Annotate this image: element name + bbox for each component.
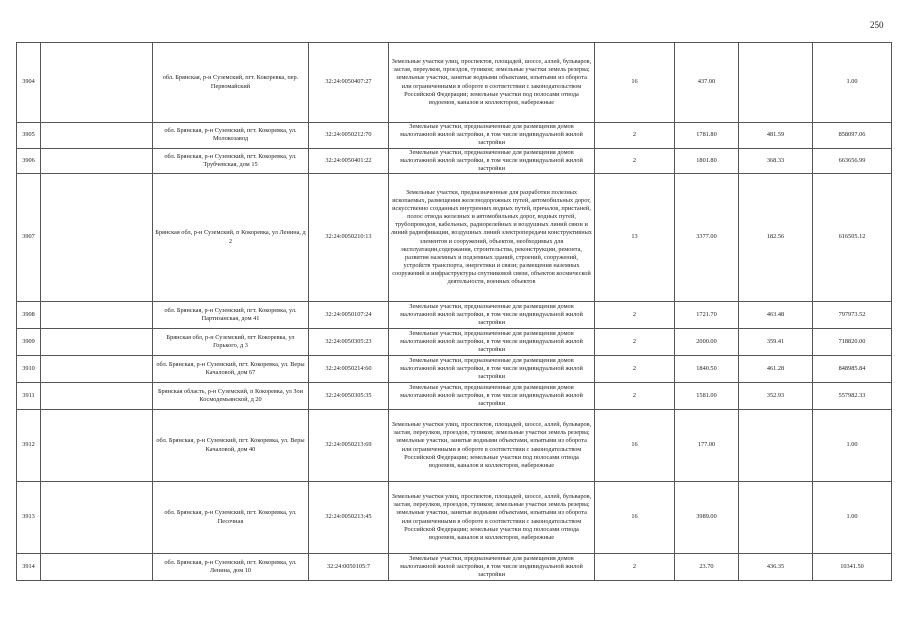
- address-cell: обл. Брянская, р-н Суземский, пгт. Кокоревка, ул. Веры Качаловой, дом 67: [153, 356, 309, 383]
- address-cell: обл. Брянская, р-н Суземский, пгт. Кокоревка, ул. Партизанская, дом 41: [153, 302, 309, 329]
- cadastral-value-cell: 797973.52: [813, 302, 892, 329]
- table-body: [17, 43, 892, 581]
- address-cell: обл. Брянская, р-н Суземский, пгт. Кокоревка, пер. Первомайский: [153, 43, 309, 123]
- cadastral-value-cell: 10341.50: [813, 554, 892, 581]
- cadastral-number-cell: 32:24:0050213:45: [309, 482, 389, 554]
- specific-value-cell: 359.41: [739, 329, 813, 356]
- spacer-cell: [41, 43, 153, 123]
- page-number: 250: [870, 20, 884, 30]
- cadastral-value-table: [16, 42, 892, 581]
- spacer-cell: [41, 174, 153, 302]
- spacer-cell: [41, 482, 153, 554]
- land-use-cell: Земельные участки, предназначенные для размещения домов малоэтажной жилой застройки, в том числе индивидуальной жилой застройки: [389, 554, 595, 581]
- specific-value-cell: 463.48: [739, 302, 813, 329]
- table-row: [17, 43, 892, 123]
- cadastral-value-cell: 1.00: [813, 482, 892, 554]
- address-cell: Брянская область, р-н Суземский, п Кокоревка, ул Зои Космодемьянской, д 20: [153, 383, 309, 410]
- specific-value-cell: 352.93: [739, 383, 813, 410]
- land-use-cell: Земельные участки улиц, проспектов, площадей, шоссе, аллей, бульваров, застав, переулков, проездов, тупиков; земельные участки земель резерва; земельные участки, занятые водными объектами, изъятыми из оборота или ограниченными в обороте в соответствии с законодательством Российской Федерации; земельные участки под полосами отвода водоемов, каналов и коллекторов, набережные: [389, 482, 595, 554]
- land-use-cell: Земельные участки, предназначенные для размещения домов малоэтажной жилой застройки, в том числе индивидуальной жилой застройки: [389, 356, 595, 383]
- row-number: 3909: [17, 329, 41, 356]
- spacer-cell: [41, 302, 153, 329]
- cadastral-value-cell: 616505.12: [813, 174, 892, 302]
- cadastral-value-cell: 1.00: [813, 410, 892, 482]
- specific-value-cell: 182.56: [739, 174, 813, 302]
- specific-value-cell: [739, 482, 813, 554]
- address-cell: Брянская обл, р-н Суземский, п Кокоревка, ул Ленина, д 2: [153, 174, 309, 302]
- area-cell: 1581.00: [675, 383, 739, 410]
- table-row: [17, 329, 892, 356]
- cadastral-number-cell: 32:24:0050214:60: [309, 356, 389, 383]
- table-row: [17, 174, 892, 302]
- row-number: 3910: [17, 356, 41, 383]
- row-number: 3905: [17, 123, 41, 149]
- land-use-cell: Земельные участки, предназначенные для размещения домов малоэтажной жилой застройки, в том числе индивидуальной жилой застройки: [389, 148, 595, 174]
- cadastral-number-cell: 32:24:0050210:13: [309, 174, 389, 302]
- cadastral-number-cell: 32:24:0050401:22: [309, 148, 389, 174]
- land-use-cell: Земельные участки, предназначенные для размещения домов малоэтажной жилой застройки, в том числе индивидуальной жилой застройки: [389, 123, 595, 149]
- table-row: [17, 302, 892, 329]
- spacer-cell: [41, 148, 153, 174]
- specific-value-cell: 481.59: [739, 123, 813, 149]
- cadastral-value-cell: 1.00: [813, 43, 892, 123]
- row-number: 3913: [17, 482, 41, 554]
- land-use-cell: Земельные участки улиц, проспектов, площадей, шоссе, аллей, бульваров, застав, переулков, проездов, тупиков; земельные участки земель резерва; земельные участки, занятые водными объектами, изъятыми из оборота или ограниченными в обороте в соответствии с законодательством Российской Федерации; земельные участки под полосами отвода водоемов, каналов и коллекторов, набережные: [389, 410, 595, 482]
- row-number: 3904: [17, 43, 41, 123]
- cadastral-value-cell: 848985.84: [813, 356, 892, 383]
- group-number-cell: 13: [595, 174, 675, 302]
- address-cell: обл. Брянская, р-н Суземский, пгт. Кокоревка, ул. Веры Качаловой, дом 40: [153, 410, 309, 482]
- group-number-cell: 2: [595, 383, 675, 410]
- land-use-cell: Земельные участки, предназначенные для размещения домов малоэтажной жилой застройки, в том числе индивидуальной жилой застройки: [389, 329, 595, 356]
- group-number-cell: 16: [595, 410, 675, 482]
- table-row: [17, 554, 892, 581]
- address-cell: обл. Брянская, р-н Суземский, пгт. Кокоревка, ул. Ленина, дом 10: [153, 554, 309, 581]
- cadastral-number-cell: 32:24:0050105:7: [309, 554, 389, 581]
- specific-value-cell: 436.35: [739, 554, 813, 581]
- area-cell: 3377.00: [675, 174, 739, 302]
- cadastral-value-cell: 663656.99: [813, 148, 892, 174]
- cadastral-number-cell: 32:24:0050107:24: [309, 302, 389, 329]
- table-row: [17, 482, 892, 554]
- group-number-cell: 2: [595, 302, 675, 329]
- row-number: 3906: [17, 148, 41, 174]
- cadastral-number-cell: 32:24:0050305:23: [309, 329, 389, 356]
- spacer-cell: [41, 383, 153, 410]
- land-use-cell: Земельные участки, предназначенные для размещения домов малоэтажной жилой застройки, в том числе индивидуальной жилой застройки: [389, 302, 595, 329]
- address-cell: обл. Брянская, р-н Суземский, пгт. Кокоревка, ул. Песочная: [153, 482, 309, 554]
- area-cell: 1840.50: [675, 356, 739, 383]
- area-cell: 1781.80: [675, 123, 739, 149]
- group-number-cell: 2: [595, 148, 675, 174]
- area-cell: 3989.00: [675, 482, 739, 554]
- specific-value-cell: [739, 43, 813, 123]
- cadastral-number-cell: 32:24:0050305:35: [309, 383, 389, 410]
- land-use-cell: Земельные участки, предназначенные для разработки полезных ископаемых, размещения железнодорожных путей, автомобильных дорог, искусственно созданных внутренних водных путей, причалов, пристаней, полос отвода железных и автомобильных дорог, водных путей, трубопроводов, кабельных, радиорелейных и воздушных линий связи и линий радиофикации, воздушных линий электропередачи конструктивных элементов и сооружений, объектов, необходимых для эксплуатации,содержания, строительства, реконструкции, ремонта, развития наземных и подземных зданий, строений, сооружений, устройств транспорта, энергетики и связи; размещения наземных сооружений и инфраструктуры спутниковой связи, объектов космической деятельности, военных объектов: [389, 174, 595, 302]
- address-cell: Брянская обл, р-н Суземский, пгт Кокоревка, ул Горького, д 3: [153, 329, 309, 356]
- group-number-cell: 16: [595, 482, 675, 554]
- area-cell: 177.00: [675, 410, 739, 482]
- cadastral-number-cell: 32:24:0050407:27: [309, 43, 389, 123]
- spacer-cell: [41, 356, 153, 383]
- table-row: [17, 383, 892, 410]
- specific-value-cell: [739, 410, 813, 482]
- group-number-cell: 2: [595, 554, 675, 581]
- group-number-cell: 2: [595, 356, 675, 383]
- area-cell: 1801.80: [675, 148, 739, 174]
- table-row: [17, 356, 892, 383]
- spacer-cell: [41, 554, 153, 581]
- address-cell: обл. Брянская, р-н Суземский, пгт. Кокоревка, ул. Трубчевская, дом 15: [153, 148, 309, 174]
- cadastral-value-cell: 718820.00: [813, 329, 892, 356]
- row-number: 3914: [17, 554, 41, 581]
- group-number-cell: 2: [595, 123, 675, 149]
- spacer-cell: [41, 410, 153, 482]
- row-number: 3907: [17, 174, 41, 302]
- area-cell: 2000.00: [675, 329, 739, 356]
- land-use-cell: Земельные участки улиц, проспектов, площадей, шоссе, аллей, бульваров, застав, переулков, проездов, тупиков; земельные участки земель резерва; земельные участки, занятые водными объектами, изъятыми из оборота или ограниченными в обороте в соответствии с законодательством Российской Федерации; земельные участки под полосами отвода водоемов, каналов и коллекторов, набережные: [389, 43, 595, 123]
- spacer-cell: [41, 123, 153, 149]
- row-number: 3911: [17, 383, 41, 410]
- table-row: [17, 410, 892, 482]
- table-row: [17, 148, 892, 174]
- cadastral-value-cell: 557982.33: [813, 383, 892, 410]
- cadastral-number-cell: 32:24:0050212:70: [309, 123, 389, 149]
- area-cell: 1721.70: [675, 302, 739, 329]
- row-number: 3912: [17, 410, 41, 482]
- group-number-cell: 2: [595, 329, 675, 356]
- area-cell: 23.70: [675, 554, 739, 581]
- cadastral-value-cell: 858097.06: [813, 123, 892, 149]
- cadastral-number-cell: 32:24:0050213:69: [309, 410, 389, 482]
- table-row: [17, 123, 892, 149]
- group-number-cell: 16: [595, 43, 675, 123]
- address-cell: обл. Брянская, р-н Суземский, пгт. Кокоревка, ул. Молокозавод: [153, 123, 309, 149]
- spacer-cell: [41, 329, 153, 356]
- row-number: 3908: [17, 302, 41, 329]
- specific-value-cell: 368.33: [739, 148, 813, 174]
- specific-value-cell: 461.28: [739, 356, 813, 383]
- land-use-cell: Земельные участки, предназначенные для размещения домов малоэтажной жилой застройки, в том числе индивидуальной жилой застройки: [389, 383, 595, 410]
- area-cell: 437.00: [675, 43, 739, 123]
